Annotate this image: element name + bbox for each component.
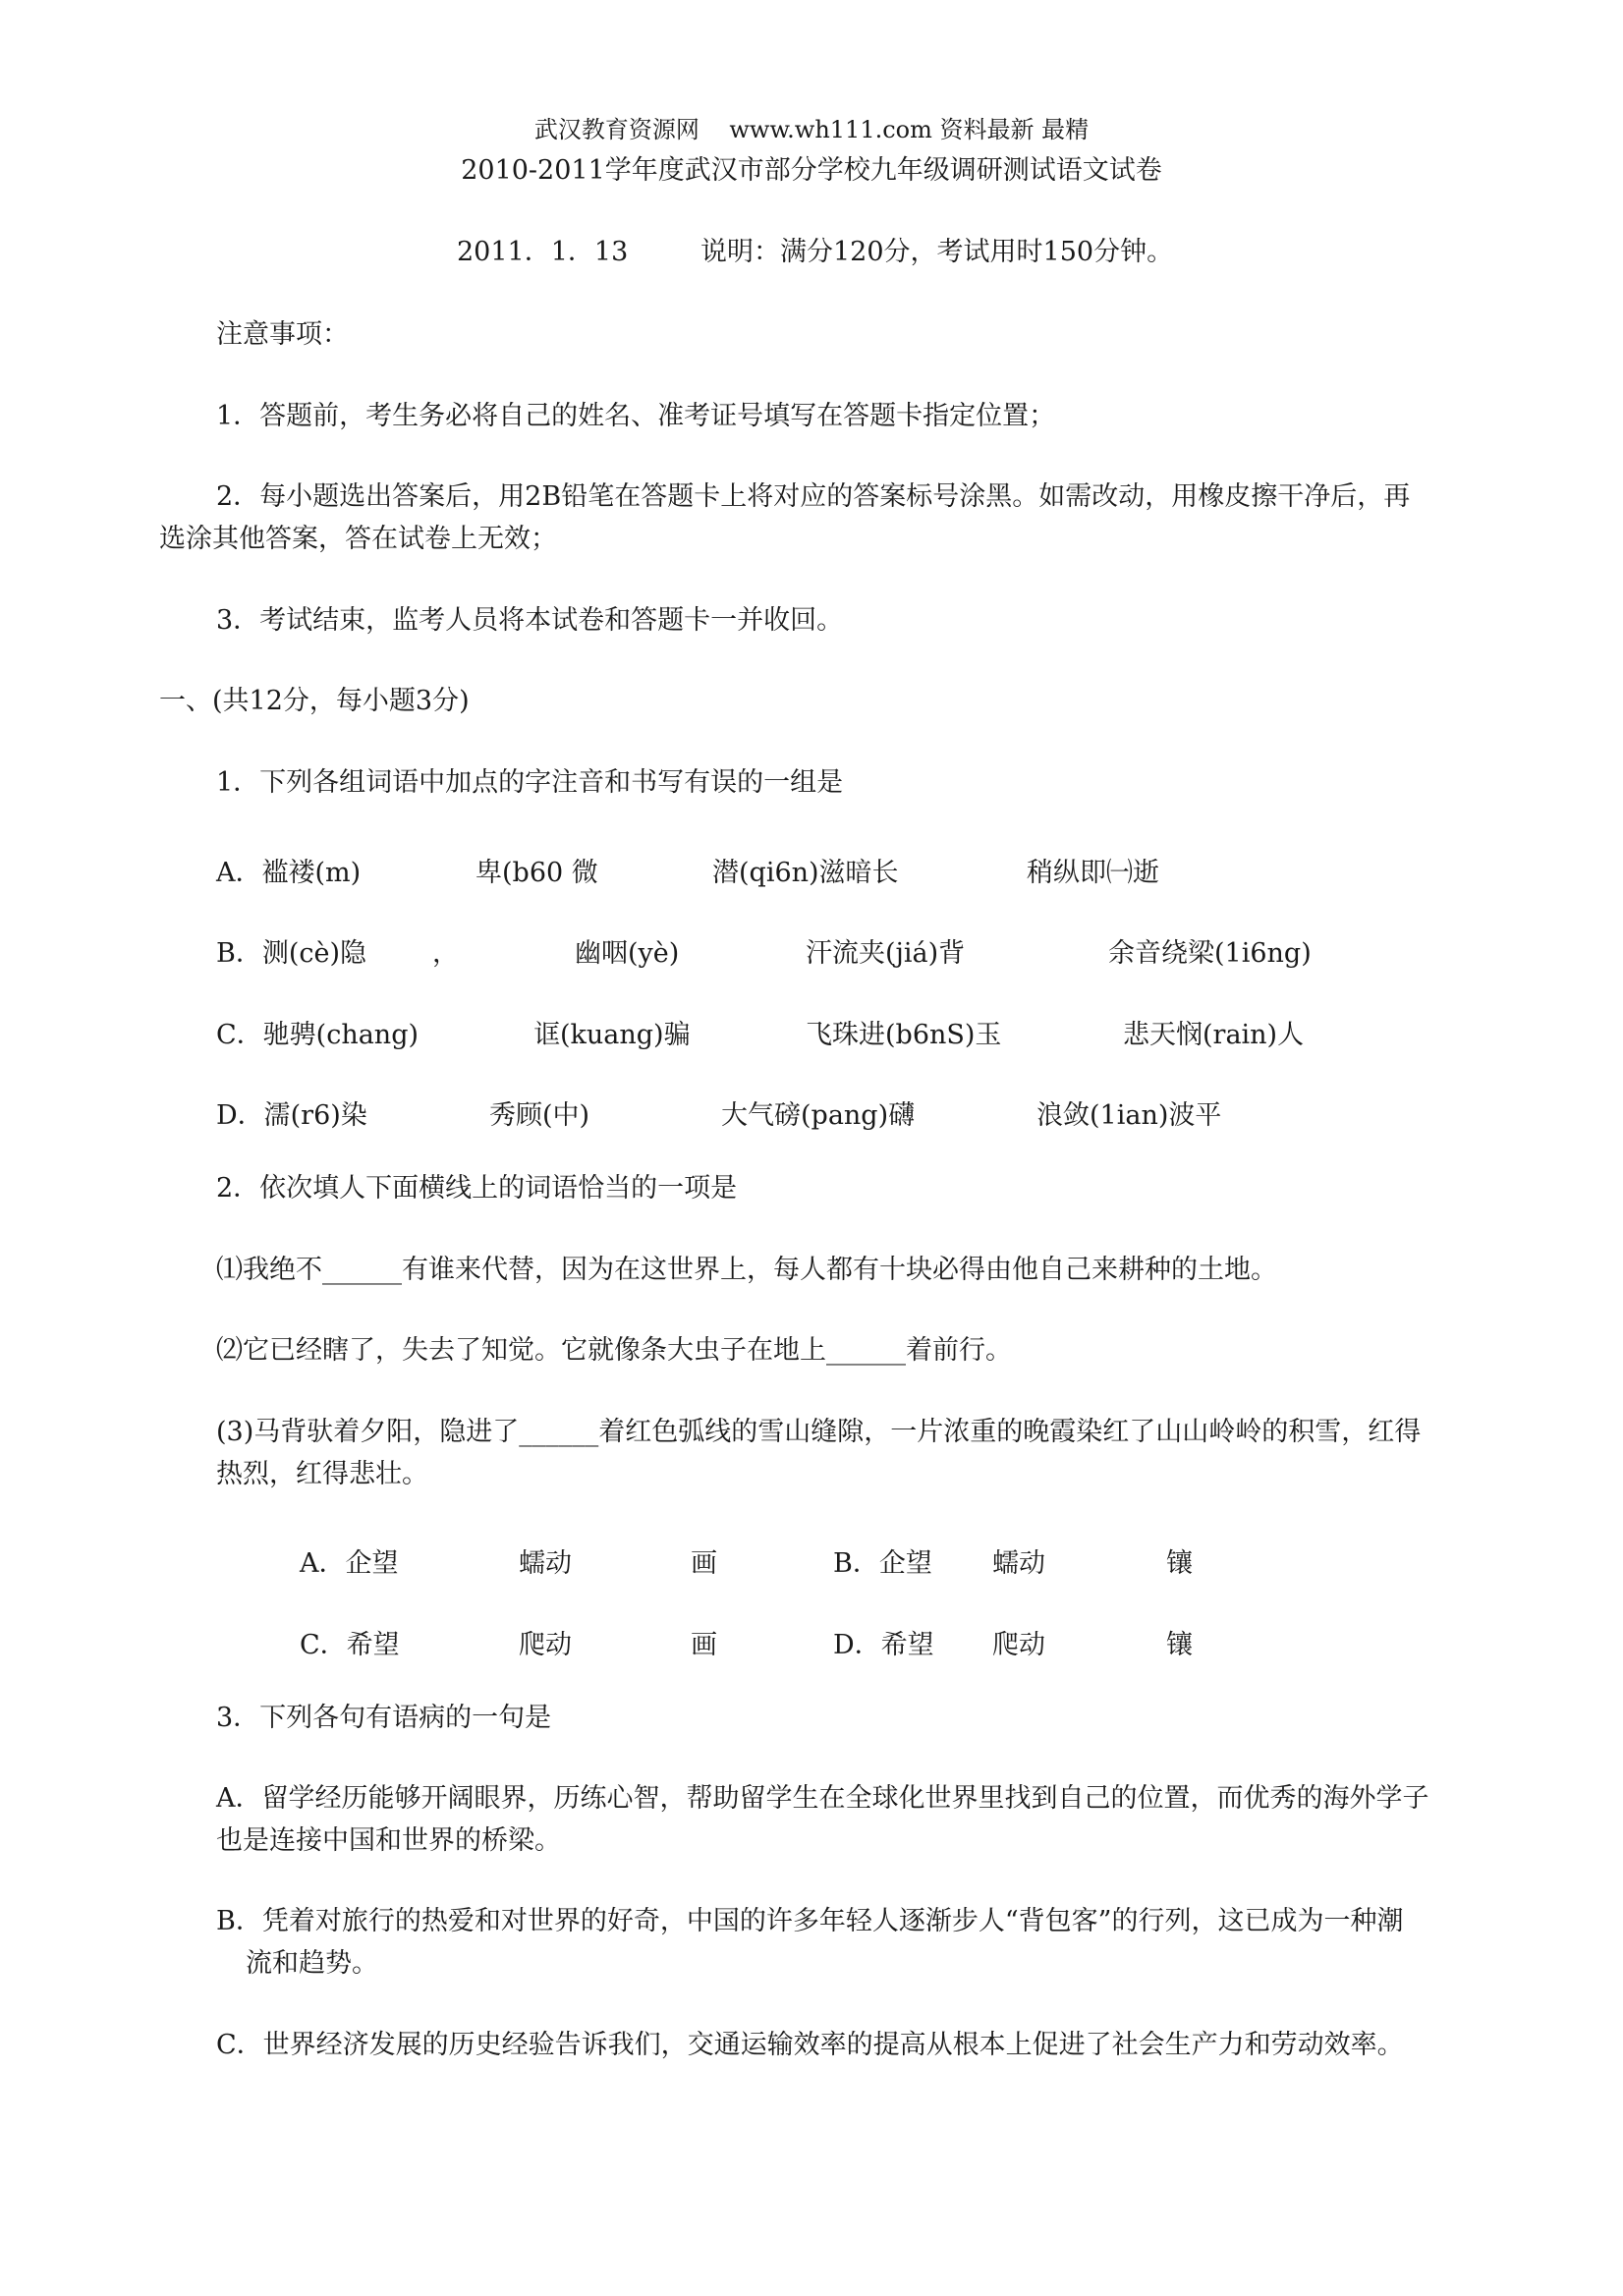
option-d-item: 浪敛(1ian)波平 — [1036, 1100, 1222, 1131]
question-2-stem: 2．依次填人下面横线上的词语恰当的一项是 — [216, 1173, 738, 1204]
option-c-item: 飞珠进(b6nS)玉 — [806, 1020, 1002, 1050]
option-word: 镶 — [1166, 1630, 1193, 1660]
question-2-sentence-3-line-1: (3)马背驮着夕阳，隐进了______着红色弧线的雪山缝隙，一片浓重的晚霞染红了山山岭岭的积雪，红得 — [216, 1417, 1422, 1447]
note-2-line-1: 2．每小题选出答案后，用2B铅笔在答题卡上将对应的答案标号涂黑。如需改动，用橡皮擦干净后，再 — [216, 481, 1411, 512]
option-word: 镶 — [1166, 1548, 1193, 1579]
question-2-sentence-3-line-2: 热烈，红得悲壮。 — [216, 1459, 428, 1489]
option-word: 蠕动 — [519, 1548, 572, 1579]
option-c-item: 诓(kuang)骗 — [533, 1020, 691, 1050]
question-3-option-b-line-1: B．凭着对旅行的热爱和对世界的好奇，中国的许多年轻人逐渐步人“背包客”的行列，这已成为一种潮 — [216, 1906, 1404, 1936]
question-1-option-d — [0, 1093, 1623, 1131]
option-a-item: A．褴褛(m) — [216, 858, 362, 888]
question-2-sentence-2: ⑵它已经瞎了，失去了知觉。它就像条大虫子在地上______着前行。 — [216, 1335, 1012, 1366]
option-c-item: C．驰骋(chang) — [216, 1020, 420, 1050]
notes-heading: 注意事项： — [216, 319, 349, 350]
option-d-item: 秀顾(中) — [489, 1100, 590, 1131]
option-word: B．企望 — [833, 1548, 932, 1579]
exam-info: 说明：满分120分，考试用时150分钟。 — [700, 237, 1174, 267]
question-1-stem: 1．下列各组词语中加点的字注音和书写有误的一组是 — [216, 767, 844, 798]
option-word: D．希望 — [833, 1630, 934, 1660]
option-a-item: 卑(b60 微 — [476, 858, 598, 888]
exam-date: 2011．1．13 — [457, 237, 629, 267]
option-b-item: 幽咽(yè) — [575, 938, 680, 969]
option-d-item: 大气磅(pang)礴 — [721, 1100, 916, 1131]
option-word: C．希望 — [300, 1630, 400, 1660]
question-1-option-c — [0, 1013, 1623, 1050]
option-a-item: 稍纵即㈠逝 — [1027, 858, 1159, 888]
option-b-item: 汗流夹(jiá)背 — [806, 938, 966, 969]
option-word: 爬动 — [519, 1630, 572, 1660]
option-word: A．企望 — [300, 1548, 399, 1579]
note-2-line-2: 选涂其他答案，答在试卷上无效； — [159, 524, 557, 554]
option-d-item: D．濡(r6)染 — [216, 1100, 367, 1131]
question-1-option-b — [0, 931, 1623, 969]
question-3-option-b-line-2: 流和趋势。 — [246, 1948, 378, 1979]
option-a-item: 潜(qi6n)滋暗长 — [712, 858, 899, 888]
question-2-sentence-1: ⑴我绝不______有谁来代替，因为在这世界上，每人都有十块必得由他自己来耕种的土地。 — [216, 1255, 1277, 1285]
note-3: 3．考试结束，监考人员将本试卷和答题卡一并收回。 — [216, 605, 844, 636]
question-2-options-row-1 — [0, 1541, 1623, 1579]
question-3-option-c: C．世界经济发展的历史经验告诉我们，交通运输效率的提高从根本上促进了社会生产力和劳动效率。 — [216, 2030, 1404, 2060]
question-3-option-a-line-2: 也是连接中国和世界的桥梁。 — [216, 1825, 561, 1856]
option-word: 爬动 — [992, 1630, 1045, 1660]
option-word: 蠕动 — [992, 1548, 1045, 1579]
section-heading: 一、(共12分，每小题3分) — [159, 686, 470, 716]
option-b-item: 余音绕梁(1i6ng) — [1108, 938, 1312, 969]
source-line: 武汉教育资源网 www.wh111.com 资料最新 最精 — [533, 116, 1090, 143]
option-word: 画 — [691, 1630, 717, 1660]
option-b-item: ， — [432, 938, 459, 969]
question-1-option-a — [0, 851, 1623, 888]
option-b-item: B．测(cè)隐 — [216, 938, 367, 969]
question-2-options-row-2 — [0, 1623, 1623, 1660]
option-c-item: 悲天悯(rain)人 — [1123, 1020, 1305, 1050]
page-title: 2010-2011学年度武汉市部分学校九年级调研测试语文试卷 — [461, 155, 1162, 186]
question-3-stem: 3．下列各句有语病的一句是 — [216, 1703, 552, 1733]
note-1: 1．答题前，考生务必将自己的姓名、准考证号填写在答题卡指定位置； — [216, 401, 1056, 431]
question-3-option-a-line-1: A．留学经历能够开阔眼界，历练心智，帮助留学生在全球化世界里找到自己的位置，而优秀的海外学子 — [216, 1783, 1429, 1814]
option-word: 画 — [691, 1548, 717, 1579]
